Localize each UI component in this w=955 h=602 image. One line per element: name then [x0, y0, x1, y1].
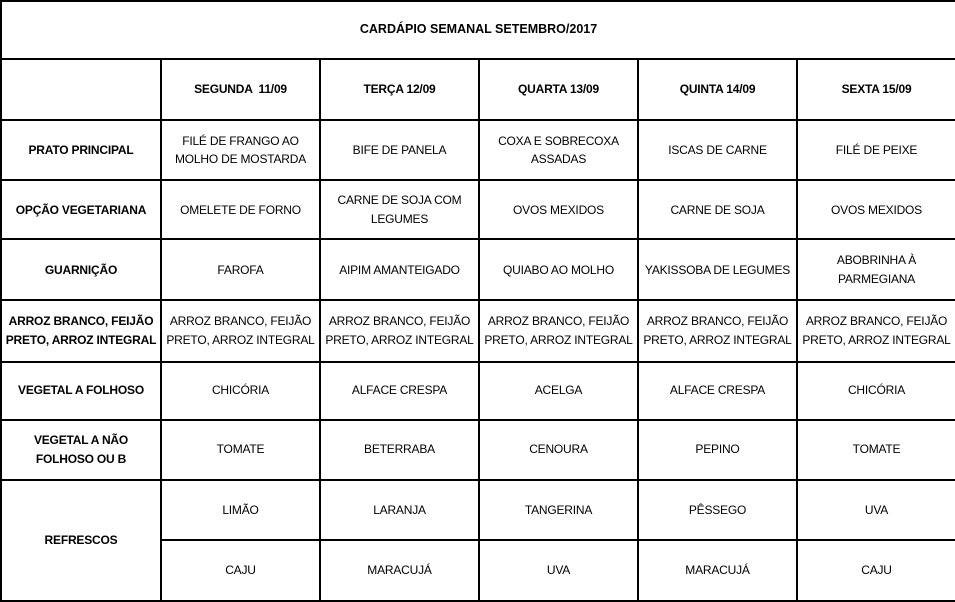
table-row — [1, 120, 955, 180]
menu-cell: ALFACE CRESPA — [638, 362, 797, 420]
menu-cell: OMELETE DE FORNO — [161, 180, 320, 239]
menu-cell: CARNE DE SOJA COM LEGUMES — [320, 180, 479, 239]
row-label-vegetal-nao-folhoso: VEGETAL A NÃO FOLHOSO OU B — [1, 420, 161, 480]
menu-cell: TOMATE — [797, 420, 955, 480]
menu-cell: BETERRABA — [320, 420, 479, 480]
col-header-segunda: SEGUNDA 11/09 — [161, 59, 320, 120]
menu-cell: ISCAS DE CARNE — [638, 120, 797, 180]
menu-cell: COXA E SOBRECOXA ASSADAS — [479, 120, 638, 180]
menu-cell: ARROZ BRANCO, FEIJÃO PRETO, ARROZ INTEGRAL — [161, 300, 320, 361]
menu-cell: FILÉ DE FRANGO AO MOLHO DE MOSTARDA — [161, 120, 320, 180]
page-title: CARDÁPIO SEMANAL SETEMBRO/2017 — [1, 1, 955, 59]
col-header-terca: TERÇA 12/09 — [320, 59, 479, 120]
title-row — [1, 1, 955, 59]
menu-cell: UVA — [797, 480, 955, 540]
table-row — [1, 239, 955, 300]
row-label-opcao-vegetariana: OPÇÃO VEGETARIANA — [1, 180, 161, 239]
menu-cell: BIFE DE PANELA — [320, 120, 479, 180]
menu-cell: LARANJA — [320, 480, 479, 540]
menu-cell: MARACUJÁ — [320, 540, 479, 601]
menu-cell: ABOBRINHA À PARMEGIANA — [797, 239, 955, 300]
row-label-prato-principal: PRATO PRINCIPAL — [1, 120, 161, 180]
menu-cell: LIMÃO — [161, 480, 320, 540]
menu-cell: AIPIM AMANTEIGADO — [320, 239, 479, 300]
table-row — [1, 180, 955, 239]
menu-cell: ARROZ BRANCO, FEIJÃO PRETO, ARROZ INTEGRAL — [638, 300, 797, 361]
menu-cell: CAJU — [797, 540, 955, 601]
menu-cell: FAROFA — [161, 239, 320, 300]
row-label-guarnicao: GUARNIÇÃO — [1, 239, 161, 300]
table-row — [1, 300, 955, 361]
menu-cell: YAKISSOBA DE LEGUMES — [638, 239, 797, 300]
col-header-quinta: QUINTA 14/09 — [638, 59, 797, 120]
menu-cell: ACELGA — [479, 362, 638, 420]
menu-cell: TANGERINA — [479, 480, 638, 540]
menu-cell: OVOS MEXIDOS — [479, 180, 638, 239]
menu-cell: PÊSSEGO — [638, 480, 797, 540]
table-row — [1, 420, 955, 480]
menu-cell: CHICÓRIA — [797, 362, 955, 420]
corner-cell — [1, 59, 161, 120]
row-label-arroz-feijao: ARROZ BRANCO, FEIJÃO PRETO, ARROZ INTEGRAL — [1, 300, 161, 361]
menu-cell: FILÉ DE PEIXE — [797, 120, 955, 180]
menu-cell: PEPINO — [638, 420, 797, 480]
menu-cell: QUIABO AO MOLHO — [479, 239, 638, 300]
menu-cell: TOMATE — [161, 420, 320, 480]
menu-cell: ARROZ BRANCO, FEIJÃO PRETO, ARROZ INTEGRAL — [479, 300, 638, 361]
table-row — [1, 362, 955, 420]
col-header-sexta: SEXTA 15/09 — [797, 59, 955, 120]
day-header-row — [1, 59, 955, 120]
menu-cell: CARNE DE SOJA — [638, 180, 797, 239]
menu-cell: CENOURA — [479, 420, 638, 480]
row-label-vegetal-folhoso: VEGETAL A FOLHOSO — [1, 362, 161, 420]
menu-cell: CAJU — [161, 540, 320, 601]
menu-cell: UVA — [479, 540, 638, 601]
table-row — [1, 480, 955, 540]
menu-cell: ALFACE CRESPA — [320, 362, 479, 420]
row-label-refrescos: REFRESCOS — [1, 480, 161, 601]
menu-cell: MARACUJÁ — [638, 540, 797, 601]
menu-cell: OVOS MEXIDOS — [797, 180, 955, 239]
menu-cell: CHICÓRIA — [161, 362, 320, 420]
menu-cell: ARROZ BRANCO, FEIJÃO PRETO, ARROZ INTEGRAL — [797, 300, 955, 361]
col-header-quarta: QUARTA 13/09 — [479, 59, 638, 120]
menu-cell: ARROZ BRANCO, FEIJÃO PRETO, ARROZ INTEGRAL — [320, 300, 479, 361]
